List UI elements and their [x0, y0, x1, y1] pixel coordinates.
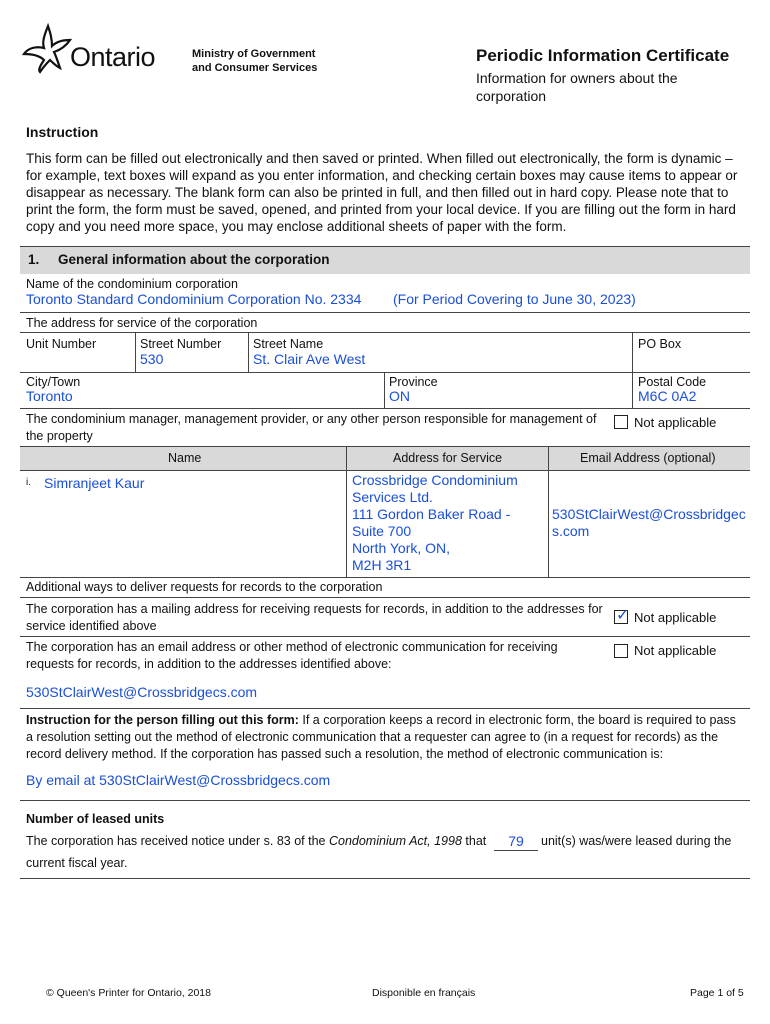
footer-page: Page 1 of 5: [690, 987, 744, 999]
section-number: 1.: [28, 252, 40, 267]
province-field[interactable]: ON: [389, 388, 410, 404]
email-method-label: The corporation has an email address or other method of electronic communication for receiving requests for records, in addition to the addresses identified above:: [26, 640, 558, 671]
street-name-label: Street Name: [253, 337, 324, 351]
address-line: North York, ON,: [352, 540, 451, 556]
check-icon: ✓: [616, 607, 630, 624]
leased-act: Condominium Act, 1998: [328, 834, 462, 848]
additional-ways-label: Additional ways to deliver requests for records to the corporation: [26, 580, 383, 594]
street-number-field[interactable]: 530: [140, 351, 164, 367]
condo-name-field[interactable]: Toronto Standard Condominium Corporation No. 2334: [26, 291, 362, 307]
leased-text-pre: The corporation has received notice under s. 83 of the: [26, 834, 329, 848]
instruction-body: This form can be filled out electronically and then saved or printed. When filled out electronically, the form is dynamic – for example, text boxes will expand as you enter information, and checking certain boxes may cause items to appear or disappear as necessary. The blank form can also be printed in full, and then filled out in hard copy. Please note that to print the form, the form must be saved, opened, and printed from your local device. If you are filling out the form in hard copy and you need more space, you may enclose additional sheets of paper with the form.: [26, 151, 738, 234]
address-line: M2H 3R1: [352, 557, 412, 573]
city-label: City/Town: [26, 375, 81, 389]
email-line: s.com: [552, 523, 590, 539]
manager-na-checkbox[interactable]: [614, 415, 628, 429]
postal-label: Postal Code: [638, 375, 707, 389]
leased-heading: Number of leased units: [26, 812, 165, 826]
person-instruction-bold: Instruction for the person filling out this form:: [26, 713, 299, 727]
period-field[interactable]: (For Period Covering to June 30, 2023): [393, 291, 636, 307]
street-name-field[interactable]: St. Clair Ave West: [253, 351, 366, 367]
section-title: General information about the corporation: [58, 252, 330, 267]
leased-text-mid: that: [461, 834, 487, 848]
city-field[interactable]: Toronto: [26, 388, 73, 404]
ontario-logo: [22, 22, 172, 78]
col-name: Name: [168, 451, 202, 465]
electronic-method-field[interactable]: By email at 530StClairWest@Crossbridgecs.com: [26, 772, 331, 788]
email-method-na-label: Not applicable: [634, 643, 717, 658]
mailing-na-checkbox[interactable]: [614, 607, 630, 624]
manager-address-field[interactable]: [352, 472, 518, 574]
footer-french: Disponible en français: [372, 987, 476, 999]
leased-text-post: unit(s) was/were leased during the: [541, 834, 732, 848]
person-instruction: [26, 712, 746, 763]
person-instruction-text: If a corporation keeps a record in electronic form, the board is required to pass a resolution setting out the method of electronic communication that a requester can agree to (in a request for records) as the record delivery method. If the corporation has passed such a resolution, the method of electronic communication is:: [26, 713, 736, 761]
address-line: 111 Gordon Baker Road -: [352, 506, 511, 522]
po-box-label: PO Box: [638, 337, 682, 351]
postal-field[interactable]: M6C 0A2: [638, 388, 697, 404]
address-label: The address for service of the corporation: [26, 316, 258, 330]
address-line: Suite 700: [352, 523, 412, 539]
ministry-name: Ministry of Government and Consumer Services: [192, 48, 318, 74]
leased-units-field[interactable]: 79: [494, 832, 538, 851]
footer-copyright: © Queen's Printer for Ontario, 2018: [46, 987, 211, 999]
condo-name-label: Name of the condominium corporation: [26, 277, 238, 291]
section-header: [20, 246, 750, 274]
manager-na-label: Not applicable: [634, 415, 717, 430]
form-title: Periodic Information Certificate: [476, 46, 730, 65]
address-line: Crossbridge Condominium: [352, 472, 518, 488]
unit-number-label: Unit Number: [26, 337, 97, 351]
col-address: Address for Service: [393, 451, 503, 465]
manager-label: The condominium manager, management provider, or any other person responsible for management of the property: [26, 412, 597, 443]
logo-text: Ontario: [70, 42, 156, 72]
col-email: Email Address (optional): [580, 451, 716, 465]
manager-email-field[interactable]: [552, 506, 746, 540]
province-label: Province: [389, 375, 438, 389]
instruction-heading: Instruction: [26, 124, 99, 140]
email-method-na-checkbox[interactable]: [614, 644, 628, 658]
form-subtitle: Information for owners about the corporation: [476, 70, 678, 104]
email-line: 530StClairWest@Crossbridgec: [552, 506, 746, 522]
manager-table-header: [20, 446, 750, 471]
mailing-label: The corporation has a mailing address for receiving requests for records, in addition to the addresses for service identified above: [26, 602, 603, 633]
trillium-icon: [22, 22, 74, 74]
address-line: Services Ltd.: [352, 489, 433, 505]
leased-text-line2: current fiscal year.: [26, 856, 128, 870]
email-method-field[interactable]: 530StClairWest@Crossbridgecs.com: [26, 684, 258, 700]
manager-index: i.: [26, 477, 31, 488]
manager-name-field[interactable]: Simranjeet Kaur: [44, 475, 145, 491]
mailing-na-label: Not applicable: [634, 610, 717, 625]
street-number-label: Street Number: [140, 337, 222, 351]
